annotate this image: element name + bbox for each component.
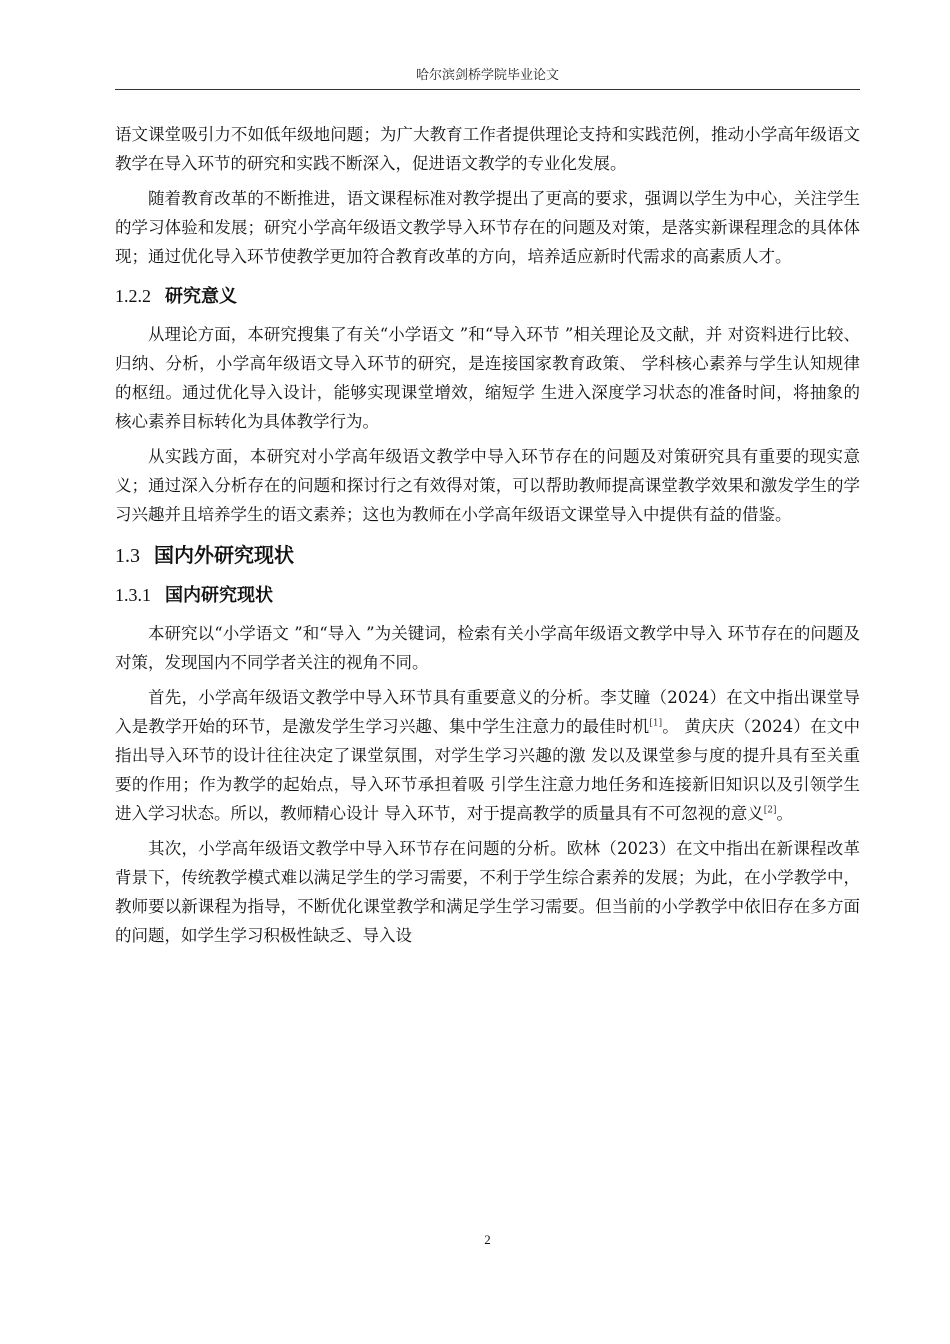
page-number: 2 (484, 1232, 491, 1247)
section-title: 国内外研究现状 (154, 543, 294, 567)
paragraph-keywords: 本研究以“小学语文 ”和“导入 ”为关键词，检索有关小学高年级语文教学中导入 环节存在的问题及对策，发现国内不同学者关注的视角不同。 (115, 624, 860, 672)
header-rule (115, 89, 860, 90)
paragraph-practice: 从实践方面，本研究对小学高年级语文教学中导入环节存在的问题及对策研究具有重要的现实意义；通过深入分析存在的问题和探讨行之有效得对策，可以帮助教师提高课堂教学效果和激发学生的学习兴趣并且培养学生的语文素养；这也为教师在小学高年级语文课堂导入中提供有益的借鉴。 (115, 447, 860, 524)
citation-marker: [2] (763, 805, 777, 816)
paragraph-significance (115, 683, 860, 828)
section-number: 1.2.2 (115, 286, 151, 306)
section-heading-1-2-2 (115, 283, 860, 310)
section-number: 1.3 (115, 545, 140, 567)
running-header: 哈尔滨剑桥学院毕业论文 (415, 68, 559, 83)
citation-marker: [1] (649, 718, 663, 729)
paragraph-text: 首先，小学高年级语文教学中导入环节具有重要意义的分析。李艾瞳（2024）在文中指出课堂导入是教学开始的环节，是激发学生学习兴趣、集中学生注意力的最佳时机 (115, 688, 860, 736)
paragraph-text: 。 (776, 804, 793, 823)
paragraph-reform: 随着教育改革的不断推进，语文课程标准对教学提出了更高的要求，强调以学生为中心，关注学生的学习体验和发展；研究小学高年级语文教学导入环节存在的问题及对策，是落实新课程理念的具体体现；通过优化导入环节使教学更加符合教育改革的方向，培养适应新时代需求的高素质人才。 (115, 189, 860, 266)
section-title: 国内研究现状 (165, 585, 273, 606)
paragraph-problems: 其次，小学高年级语文教学中导入环节存在问题的分析。欧林（2023）在文中指出在新课程改革背景下，传统教学模式难以满足学生的学习需要，不利于学生综合素养的发展；为此，在小学教学中，教师要以新课程为指导，不断优化课堂教学和满足学生学习需要。但当前的小学教学中依旧存在多方面的问题，如学生学习积极性缺乏、导入设 (115, 839, 860, 945)
paragraph-theory: 从理论方面，本研究搜集了有关“小学语文 ”和“导入环节 ”相关理论及文献，并 对资料进行比较、归纳、分析，小学高年级语文导入环节的研究，是连接国家教育政策、 学科核心素养与学生认知规律的枢纽。通过优化导入设计，能够实现课堂增效，缩短学 生进入深度学习状态的准备时间，将抽象的核心素养目标转化为具体教学行为。 (115, 325, 860, 431)
page-body (115, 120, 860, 950)
section-number: 1.3.1 (115, 585, 151, 605)
paragraph-text: 。 黄庆庆（2024）在文中指出导入环节的设计往往决定了课堂氛围，对学生学习兴趣的激 发以及课堂参与度的提升具有至关重要的作用；作为教学的起始点，导入环节承担着吸 引学生注意力地任务和连接新旧知识以及引领学生进入学习状态。所以，教师精心设计 导入环节，对于提高教学的质量具有不可忽视的意义 (115, 717, 860, 823)
section-heading-1-3 (115, 541, 860, 570)
section-heading-1-3-1 (115, 582, 860, 609)
section-title: 研究意义 (165, 286, 237, 307)
paragraph-continuation: 语文课堂吸引力不如低年级地问题；为广大教育工作者提供理论支持和实践范例，推动小学高年级语文教学在导入环节的研究和实践不断深入，促进语文教学的专业化发展。 (115, 125, 860, 173)
